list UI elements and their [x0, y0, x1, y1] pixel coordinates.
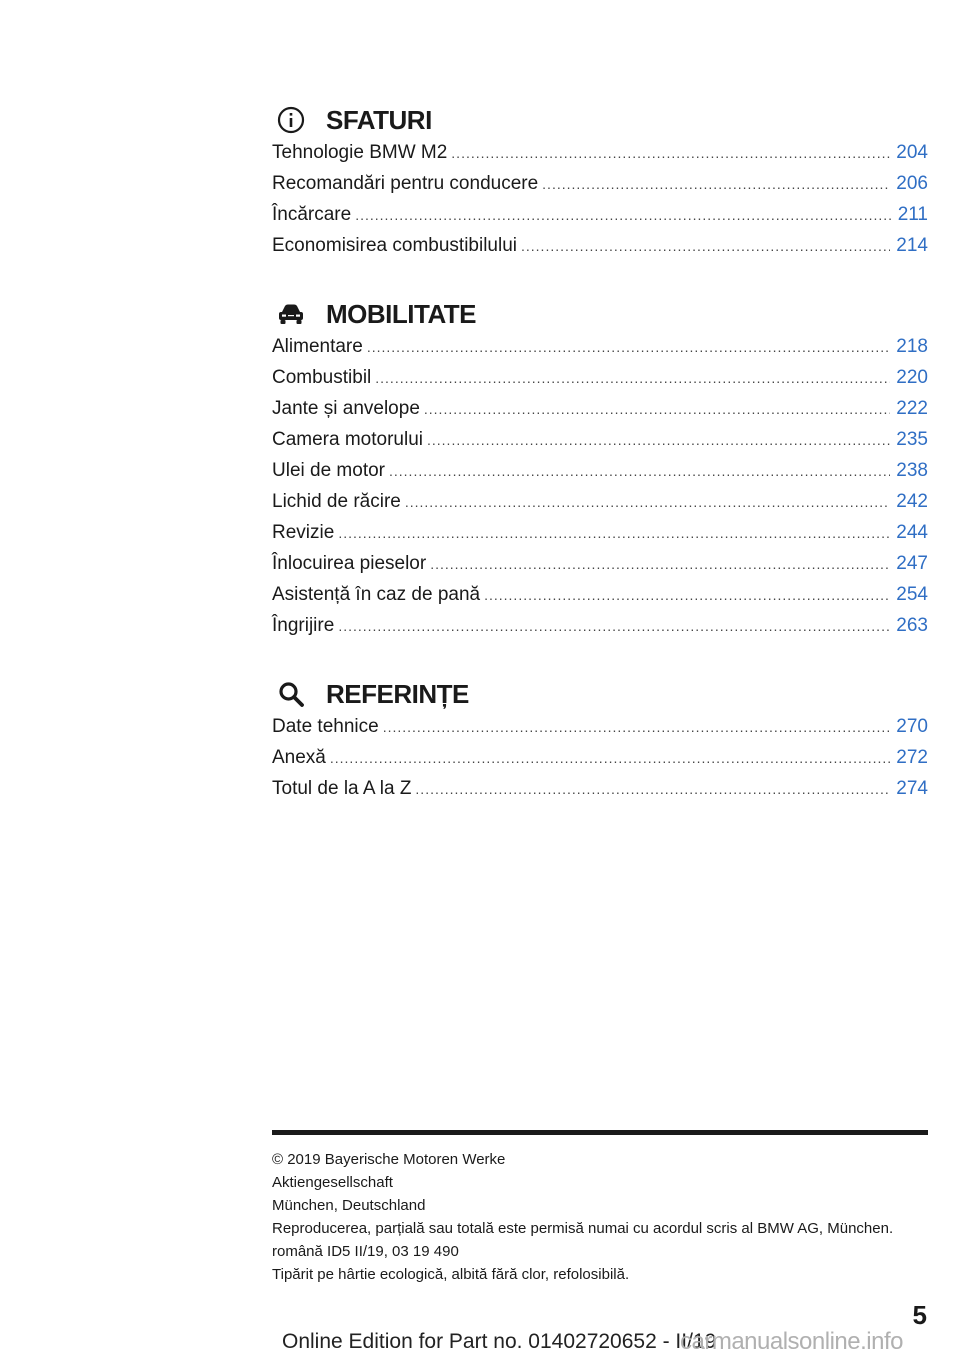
toc-entry[interactable] — [272, 235, 928, 266]
toc-page-link[interactable]: 238 — [896, 460, 928, 481]
dot-leader — [367, 339, 890, 355]
toc-entry-label: Camera motorului — [272, 429, 423, 450]
toc-page-link[interactable]: 254 — [896, 584, 928, 605]
dot-leader — [542, 176, 890, 192]
toc-page-link[interactable]: 204 — [896, 142, 928, 163]
dot-leader — [389, 463, 890, 479]
toc-entry-label: Asistență în caz de pană — [272, 584, 481, 605]
toc-entry-label: Economisirea combustibilului — [272, 235, 517, 256]
section-header — [272, 292, 928, 336]
toc-entry-label: Anexă — [272, 747, 326, 768]
toc-entry-label: Încărcare — [272, 204, 352, 225]
section-referinte — [272, 672, 928, 809]
toc-entry-label: Totul de la A la Z — [272, 778, 412, 799]
toc-entry[interactable] — [272, 716, 928, 747]
dot-leader — [451, 145, 890, 161]
toc-entry-label: Înlocuirea pieselor — [272, 553, 427, 574]
toc-page-link[interactable]: 244 — [896, 522, 928, 543]
toc-entry[interactable] — [272, 398, 928, 429]
toc-page-link[interactable]: 214 — [896, 235, 928, 256]
site-watermark-logo: carmanualsonline.info — [680, 1328, 903, 1355]
toc-entry-label: Îngrijire — [272, 615, 335, 636]
footer-line: München, Deutschland — [272, 1197, 426, 1214]
toc-entry[interactable] — [272, 747, 928, 778]
section-title: MOBILITATE — [326, 298, 477, 329]
toc-entry[interactable] — [272, 553, 928, 584]
section-title: REFERINȚE — [326, 678, 469, 709]
page-number: 5 — [912, 1300, 927, 1330]
dot-leader — [415, 781, 890, 797]
toc-page-link[interactable]: 220 — [896, 367, 928, 388]
toc-entry-label: Tehnologie BMW M2 — [272, 142, 448, 163]
dot-leader — [338, 525, 890, 541]
section-header — [272, 672, 928, 716]
toc-entry-label: Date tehnice — [272, 716, 379, 737]
table-of-contents — [272, 98, 928, 835]
footer-line: română ID5 II/19, 03 19 490 — [272, 1243, 459, 1260]
section-mobilitate — [272, 292, 928, 646]
toc-page-link[interactable]: 235 — [896, 429, 928, 450]
dot-leader — [375, 370, 890, 386]
toc-page-link[interactable]: 242 — [896, 491, 928, 512]
car-icon — [276, 299, 306, 329]
toc-entry-label: Revizie — [272, 522, 335, 543]
toc-entry[interactable] — [272, 336, 928, 367]
footer-line: Reproducerea, parțială sau totală este permisă numai cu acordul scris al BMW AG, München. — [272, 1220, 894, 1237]
dot-leader — [427, 432, 890, 448]
info-icon — [276, 105, 306, 135]
toc-page-link[interactable]: 222 — [896, 398, 928, 419]
toc-entry-label: Combustibil — [272, 367, 372, 388]
toc-entry-label: Recomandări pentru conducere — [272, 173, 539, 194]
dot-leader — [355, 207, 892, 223]
toc-entry-label: Ulei de motor — [272, 460, 385, 481]
footer-line: Aktiengesellschaft — [272, 1174, 393, 1191]
toc-page-link[interactable]: 211 — [897, 204, 928, 225]
toc-entry[interactable] — [272, 173, 928, 204]
dot-leader — [521, 238, 890, 254]
toc-entry-label: Jante și anvelope — [272, 398, 420, 419]
section-sfaturi — [272, 98, 928, 266]
toc-entry[interactable] — [272, 491, 928, 522]
dot-leader — [405, 494, 890, 510]
toc-page-link[interactable]: 206 — [896, 173, 928, 194]
toc-entry[interactable] — [272, 367, 928, 398]
section-header — [272, 98, 928, 142]
toc-entry[interactable] — [272, 142, 928, 173]
dot-leader — [330, 750, 890, 766]
toc-entry[interactable] — [272, 204, 928, 235]
footer-divider — [272, 1130, 928, 1135]
dot-leader — [424, 401, 890, 417]
toc-page-link[interactable]: 270 — [896, 716, 928, 737]
toc-page-link[interactable]: 263 — [896, 615, 928, 636]
toc-entry[interactable] — [272, 615, 928, 646]
search-icon — [276, 679, 306, 709]
toc-page-link[interactable]: 274 — [896, 778, 928, 799]
toc-entry[interactable] — [272, 584, 928, 615]
toc-entry[interactable] — [272, 429, 928, 460]
dot-leader — [338, 618, 890, 634]
toc-page-link[interactable]: 247 — [896, 553, 928, 574]
toc-page-link[interactable]: 218 — [896, 336, 928, 357]
toc-entry-label: Lichid de răcire — [272, 491, 401, 512]
footer-line: © 2019 Bayerische Motoren Werke — [272, 1151, 506, 1168]
section-title: SFATURI — [326, 104, 432, 135]
online-edition-watermark: Online Edition for Part no. 01402720652 - II/19 — [282, 1330, 717, 1353]
dot-leader — [430, 556, 890, 572]
toc-entry[interactable] — [272, 778, 928, 809]
footer-line: Tipărit pe hârtie ecologică, albită fără clor, refolosibilă. — [272, 1266, 630, 1283]
dot-leader — [484, 587, 890, 603]
imprint-footer — [272, 1148, 928, 1286]
toc-entry[interactable] — [272, 460, 928, 491]
toc-entry[interactable] — [272, 522, 928, 553]
dot-leader — [383, 719, 891, 735]
toc-page-link[interactable]: 272 — [896, 747, 928, 768]
toc-entry-label: Alimentare — [272, 336, 363, 357]
